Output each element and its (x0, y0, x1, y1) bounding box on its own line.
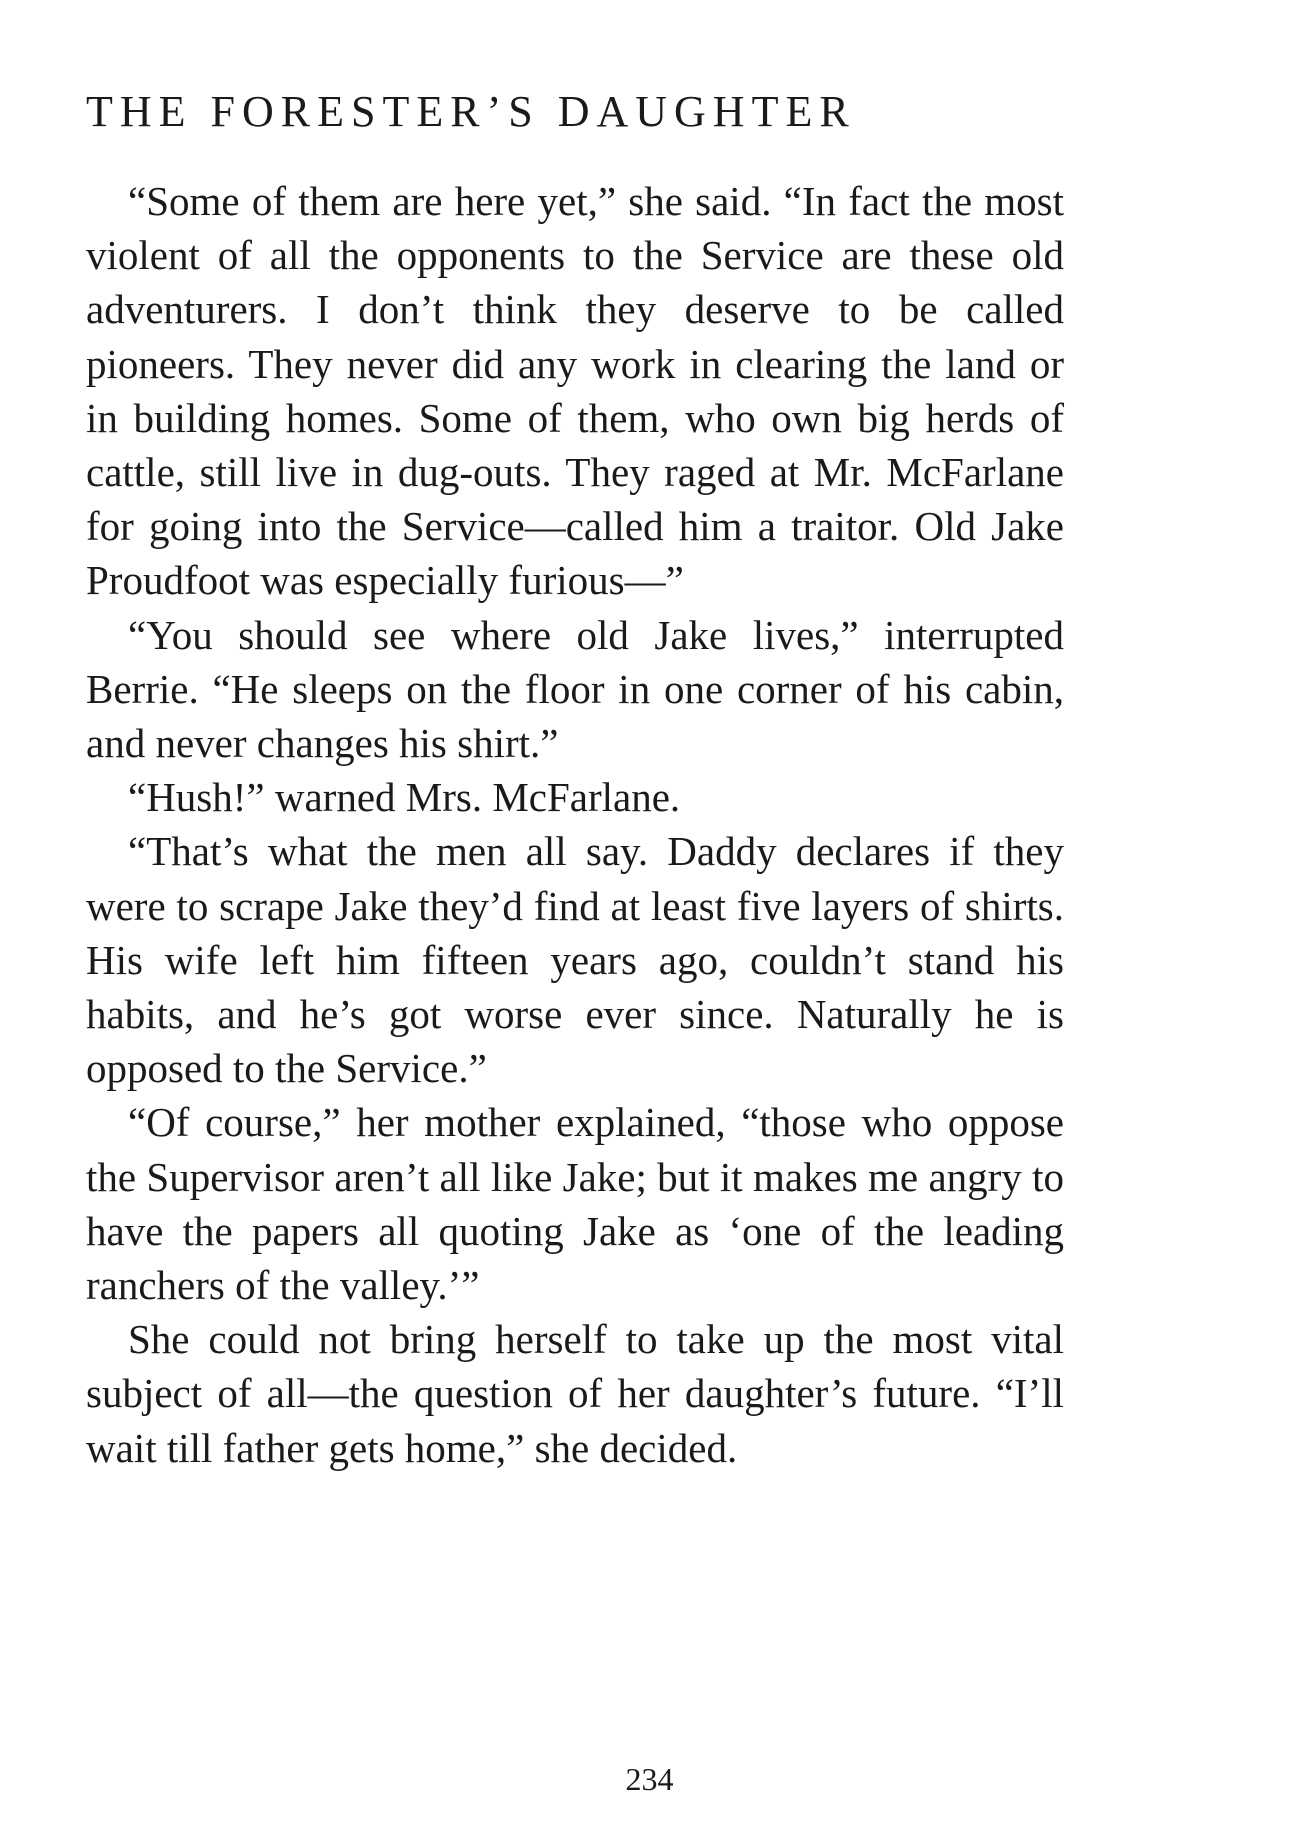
paragraph: “Some of them are here yet,” she said. “In fact the most violent of all the opponents to the Service are these old adventurers. I don’t think they deserve to be called pioneers. They never did any work in clearing the land or in building homes. Some of them, who own big herds of cattle, still live in dug-outs. They raged at Mr. McFarlane for going into the Service—called him a traitor. Old Jake Proudfoot was especially furious—” (86, 178, 1064, 604)
page-number: 234 (625, 1761, 674, 1797)
paragraph: “You should see where old Jake lives,” interrupted Berrie. “He sleeps on the floor in one corner of his cabin, and never changes his shirt.” (86, 611, 1064, 767)
body-text (86, 174, 1064, 1475)
paragraph: She could not bring herself to take up the most vital subject of all—the question of her daughter’s future. “I’ll wait till father gets home,” she decided. (86, 1316, 1064, 1471)
paragraph: “Hush!” warned Mrs. McFarlane. (128, 774, 681, 821)
paragraph: “That’s what the men all say. Daddy declares if they were to scrape Jake they’d find at least five layers of shirts. His wife left him fifteen years ago, couldn’t stand his habits, and he’s got worse ever since. Naturally he is opposed to the Service.” (86, 828, 1064, 1092)
paragraph: “Of course,” her mother explained, “those who oppose the Supervisor aren’t all like Jake; but it makes me angry to have the papers all quoting Jake as ‘one of the leading ranchers of the valley.’” (86, 1099, 1064, 1309)
running-head: THE FORESTER’S DAUGHTER (86, 87, 856, 136)
